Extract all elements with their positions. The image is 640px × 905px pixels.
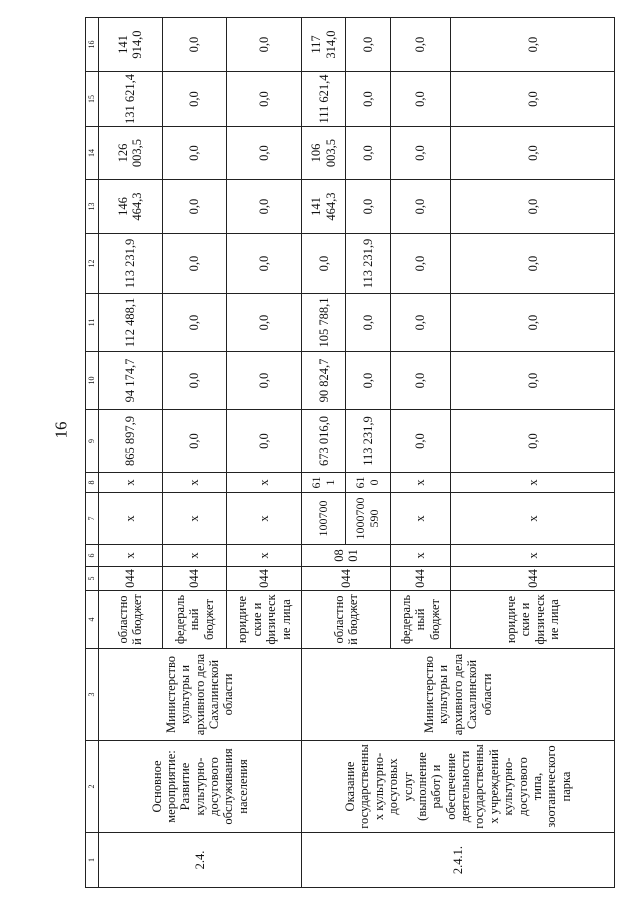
cell: 0,0	[227, 352, 302, 410]
cell: 0,0	[390, 180, 451, 234]
cell: 106 003,5	[302, 127, 346, 180]
header-cell: 11	[86, 294, 99, 352]
table-row	[302, 18, 346, 888]
header-row	[86, 18, 99, 888]
header-cell: 10	[86, 352, 99, 410]
cell: 0,0	[451, 234, 615, 294]
cell: x	[163, 473, 227, 493]
cell: 0,0	[390, 18, 451, 72]
cell: 0,0	[163, 352, 227, 410]
cell: 673 016,0	[302, 410, 346, 473]
cell: 105 788,1	[302, 294, 346, 352]
cell: 0,0	[451, 180, 615, 234]
source-label: юридические и физические лица	[451, 591, 615, 649]
cell: 131 621,4	[98, 72, 162, 127]
source-label: областной бюджет	[98, 591, 162, 649]
cell: 044	[98, 567, 162, 591]
cell: 113 231,9	[98, 234, 162, 294]
header-cell: 2	[86, 741, 99, 833]
cell: 044	[227, 567, 302, 591]
cell: 08 01	[302, 545, 391, 567]
cell: 865 897,9	[98, 410, 162, 473]
executor: Министерство культуры и архивного дела Сахалинской области	[302, 649, 615, 741]
cell: 0,0	[227, 127, 302, 180]
cell: 100700	[302, 493, 346, 545]
cell: 113 231,9	[346, 234, 390, 294]
cell: 044	[302, 567, 391, 591]
cell: 0,0	[346, 352, 390, 410]
cell: 1000700590	[346, 493, 390, 545]
cell: x	[451, 493, 615, 545]
cell: x	[163, 493, 227, 545]
measure-name: Основное мероприятие: Развитие культурно-досугового обслуживания населения	[98, 741, 301, 833]
cell: 0,0	[451, 294, 615, 352]
cell: 0,0	[163, 180, 227, 234]
cell: x	[227, 473, 302, 493]
header-cell: 3	[86, 649, 99, 741]
table-row	[98, 18, 162, 888]
cell: 0,0	[451, 18, 615, 72]
cell: 044	[390, 567, 451, 591]
cell: 044	[163, 567, 227, 591]
cell: 94 174,7	[98, 352, 162, 410]
source-label: юридические и физические лица	[227, 591, 302, 649]
cell: 0,0	[451, 72, 615, 127]
cell: 111 621,4	[302, 72, 346, 127]
header-cell: 12	[86, 234, 99, 294]
header-cell: 4	[86, 591, 99, 649]
cell: 0,0	[163, 234, 227, 294]
source-label: федеральный бюджет	[390, 591, 451, 649]
cell: 0,0	[390, 294, 451, 352]
cell: 0,0	[227, 18, 302, 72]
budget-table	[85, 17, 615, 888]
cell: 044	[451, 567, 615, 591]
header-cell: 9	[86, 410, 99, 473]
cell: 0,0	[302, 234, 346, 294]
cell: 0,0	[451, 127, 615, 180]
cell: 0,0	[346, 294, 390, 352]
cell: 0,0	[390, 410, 451, 473]
cell: 90 824,7	[302, 352, 346, 410]
cell: x	[98, 545, 162, 567]
cell: 0,0	[227, 72, 302, 127]
cell: x	[98, 473, 162, 493]
header-cell: 7	[86, 493, 99, 545]
row-id: 2.4.	[98, 833, 301, 888]
cell: x	[451, 545, 615, 567]
cell: 0,0	[346, 127, 390, 180]
header-cell: 14	[86, 127, 99, 180]
header-cell: 5	[86, 567, 99, 591]
cell: 126 003,5	[98, 127, 162, 180]
cell: 0,0	[346, 18, 390, 72]
cell: 0,0	[451, 410, 615, 473]
header-cell: 16	[86, 18, 99, 72]
table-sheet	[85, 18, 615, 888]
source-label: областной бюджет	[302, 591, 391, 649]
cell: 0,0	[163, 18, 227, 72]
cell: 0,0	[163, 127, 227, 180]
cell: 0,0	[390, 72, 451, 127]
measure-name: Оказание государственных культурно-досуговых услуг (выполнение работ) и обеспечение деятельности государственных учреждений культурно-досугового типа, зоотанического парка	[302, 741, 615, 833]
cell: x	[163, 545, 227, 567]
cell: 0,0	[163, 294, 227, 352]
cell: 117 314,0	[302, 18, 346, 72]
cell: 0,0	[390, 234, 451, 294]
cell: 112 488,1	[98, 294, 162, 352]
header-cell: 6	[86, 545, 99, 567]
cell: x	[451, 473, 615, 493]
row-id: 2.4.1.	[302, 833, 615, 888]
cell: 0,0	[227, 234, 302, 294]
rotated-table-container	[85, 18, 615, 888]
cell: x	[390, 473, 451, 493]
cell: 0,0	[390, 127, 451, 180]
cell: 146 464,3	[98, 180, 162, 234]
cell: 610	[346, 473, 390, 493]
cell: 0,0	[346, 180, 390, 234]
cell: 0,0	[163, 72, 227, 127]
cell: x	[390, 545, 451, 567]
cell: 113 231,9	[346, 410, 390, 473]
cell: 0,0	[227, 180, 302, 234]
executor: Министерство культуры и архивного дела Сахалинской области	[98, 649, 301, 741]
header-cell: 1	[86, 833, 99, 888]
cell: 141 914,0	[98, 18, 162, 72]
cell: 611	[302, 473, 346, 493]
cell: x	[390, 493, 451, 545]
cell: 0,0	[227, 410, 302, 473]
source-label: федеральный бюджет	[163, 591, 227, 649]
cell: 0,0	[227, 294, 302, 352]
cell: 0,0	[346, 72, 390, 127]
cell: x	[227, 545, 302, 567]
page-number: 16	[51, 421, 71, 439]
cell: 0,0	[390, 352, 451, 410]
cell: 141 464,3	[302, 180, 346, 234]
header-cell: 8	[86, 473, 99, 493]
cell: x	[98, 493, 162, 545]
header-cell: 13	[86, 180, 99, 234]
header-cell: 15	[86, 72, 99, 127]
cell: 0,0	[451, 352, 615, 410]
cell: 0,0	[163, 410, 227, 473]
cell: x	[227, 493, 302, 545]
